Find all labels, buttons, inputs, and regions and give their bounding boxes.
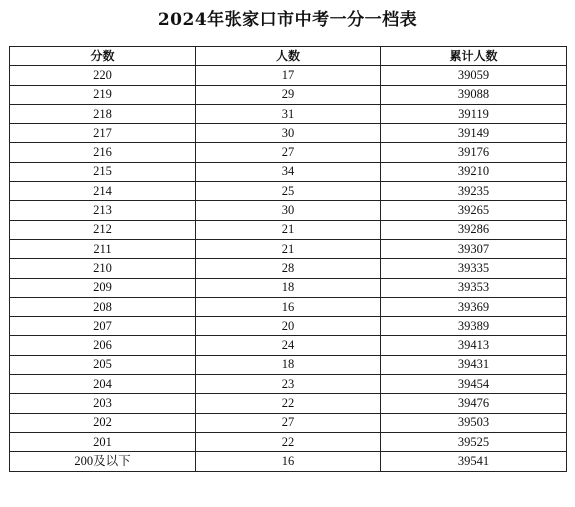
count-cell: 30: [196, 201, 381, 220]
score-cell: 201: [10, 432, 196, 451]
count-cell: 18: [196, 278, 381, 297]
score-cell: 204: [10, 375, 196, 394]
count-cell: 17: [196, 66, 381, 85]
score-cell: 200及以下: [10, 452, 196, 471]
count-cell: 27: [196, 413, 381, 432]
page-title: 2024年张家口市中考一分一档表: [157, 10, 418, 30]
count-cell: 23: [196, 375, 381, 394]
score-cell: 208: [10, 297, 196, 316]
score-distribution-table: [9, 46, 567, 472]
cumulative-count-cell: 39541: [381, 452, 567, 471]
score-cell: 220: [10, 66, 196, 85]
cumulative-count-cell: 39454: [381, 375, 567, 394]
score-cell: 205: [10, 355, 196, 374]
cumulative-count-cell: 39503: [381, 413, 567, 432]
table-row: [10, 104, 567, 123]
score-cell: 214: [10, 182, 196, 201]
count-cell: 22: [196, 394, 381, 413]
count-cell: 27: [196, 143, 381, 162]
count-cell: 29: [196, 85, 381, 104]
cumulative-count-cell: 39413: [381, 336, 567, 355]
table-row: [10, 336, 567, 355]
table-row: [10, 413, 567, 432]
count-cell: 21: [196, 220, 381, 239]
table-row: [10, 278, 567, 297]
cumulative-count-cell: 39059: [381, 66, 567, 85]
table-row: [10, 452, 567, 471]
table-row: [10, 355, 567, 374]
cumulative-count-cell: 39431: [381, 355, 567, 374]
table-row: [10, 201, 567, 220]
cumulative-count-cell: 39235: [381, 182, 567, 201]
table-row: [10, 66, 567, 85]
table-body: [10, 66, 567, 471]
cumulative-count-cell: 39286: [381, 220, 567, 239]
score-cell: 202: [10, 413, 196, 432]
cumulative-count-cell: 39176: [381, 143, 567, 162]
column-header-count: 人数: [196, 47, 381, 66]
table-row: [10, 317, 567, 336]
table-row: [10, 259, 567, 278]
cumulative-count-cell: 39335: [381, 259, 567, 278]
score-cell: 218: [10, 104, 196, 123]
cumulative-count-cell: 39525: [381, 432, 567, 451]
score-cell: 217: [10, 124, 196, 143]
cumulative-count-cell: 39088: [381, 85, 567, 104]
count-cell: 28: [196, 259, 381, 278]
count-cell: 22: [196, 432, 381, 451]
table-row: [10, 297, 567, 316]
score-cell: 211: [10, 239, 196, 258]
count-cell: 16: [196, 452, 381, 471]
cumulative-count-cell: 39119: [381, 104, 567, 123]
count-cell: 21: [196, 239, 381, 258]
score-cell: 210: [10, 259, 196, 278]
cumulative-count-cell: 39265: [381, 201, 567, 220]
table-row: [10, 375, 567, 394]
count-cell: 18: [196, 355, 381, 374]
table-row: [10, 162, 567, 181]
cumulative-count-cell: 39476: [381, 394, 567, 413]
count-cell: 25: [196, 182, 381, 201]
cumulative-count-cell: 39353: [381, 278, 567, 297]
score-cell: 219: [10, 85, 196, 104]
score-cell: 212: [10, 220, 196, 239]
table-header-row: [10, 47, 567, 66]
cumulative-count-cell: 39369: [381, 297, 567, 316]
count-cell: 31: [196, 104, 381, 123]
count-cell: 16: [196, 297, 381, 316]
column-header-cumulative: 累计人数: [381, 47, 567, 66]
table-row: [10, 124, 567, 143]
cumulative-count-cell: 39307: [381, 239, 567, 258]
score-cell: 207: [10, 317, 196, 336]
score-cell: 216: [10, 143, 196, 162]
table-row: [10, 143, 567, 162]
count-cell: 30: [196, 124, 381, 143]
cumulative-count-cell: 39149: [381, 124, 567, 143]
cumulative-count-cell: 39389: [381, 317, 567, 336]
table-row: [10, 220, 567, 239]
score-cell: 215: [10, 162, 196, 181]
count-cell: 34: [196, 162, 381, 181]
table-row: [10, 394, 567, 413]
column-header-score: 分数: [10, 47, 196, 66]
table-row: [10, 239, 567, 258]
table-row: [10, 432, 567, 451]
count-cell: 24: [196, 336, 381, 355]
count-cell: 20: [196, 317, 381, 336]
score-cell: 209: [10, 278, 196, 297]
score-cell: 203: [10, 394, 196, 413]
cumulative-count-cell: 39210: [381, 162, 567, 181]
table-row: [10, 182, 567, 201]
table-row: [10, 85, 567, 104]
score-cell: 206: [10, 336, 196, 355]
score-cell: 213: [10, 201, 196, 220]
